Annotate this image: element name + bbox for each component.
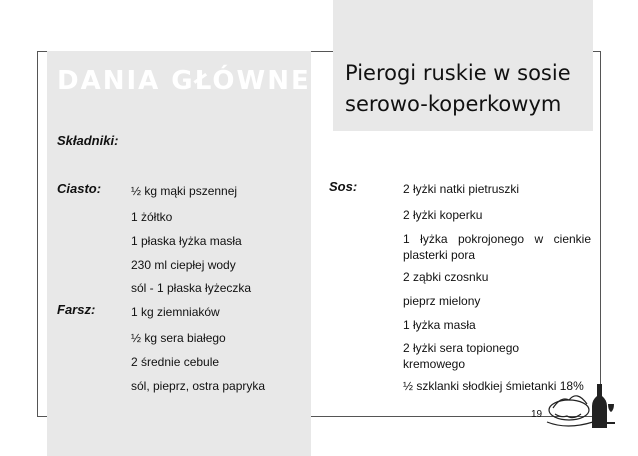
ingredients-heading: Składniki:	[57, 133, 119, 148]
recipe-title-line-1: Pierogi ruskie w sosie	[345, 61, 571, 85]
sauce-label: Sos:	[329, 179, 358, 194]
page-number: 19	[531, 409, 543, 420]
dough-item: 1 płaska łyżka masła	[131, 234, 242, 248]
filling-item: sól, pieprz, ostra papryka	[131, 379, 266, 393]
dough-item: 1 żółtko	[131, 210, 173, 224]
sauce-item: 2 ząbki czosnku	[403, 270, 489, 284]
dough-item: 230 ml ciepłej wody	[131, 258, 236, 272]
sauce-item: 1 łyżka masła	[403, 318, 476, 332]
filling-label: Farsz:	[57, 302, 96, 317]
sauce-item: 1 łyżka pokrojonego w cienkie plasterki pora	[403, 232, 591, 262]
filling-item: ½ kg sera białego	[131, 331, 226, 345]
sauce-item: 2 łyżki natki pietruszki	[403, 182, 520, 196]
food-wine-illustration-icon	[545, 380, 615, 430]
recipe-title-line-2: serowo-koperkowym	[345, 92, 562, 116]
sauce-item: 2 łyżki koperku	[403, 208, 483, 222]
recipe-title	[345, 58, 585, 120]
filling-item: 2 średnie cebule	[131, 355, 220, 369]
sauce-item: pieprz mielony	[403, 294, 481, 308]
dough-item: ½ kg mąki pszennej	[131, 184, 238, 198]
sauce-item: ½ szklanki słodkiej śmietanki 18%	[403, 379, 584, 393]
dough-label: Ciasto:	[57, 181, 102, 196]
section-title: DANIA GŁÓWNE	[57, 66, 311, 96]
left-panel	[47, 51, 311, 456]
sauce-item: 2 łyżki sera topionego kremowego	[403, 341, 520, 371]
dough-item: sól - 1 płaska łyżeczka	[131, 281, 252, 295]
filling-item: 1 kg ziemniaków	[131, 305, 220, 319]
